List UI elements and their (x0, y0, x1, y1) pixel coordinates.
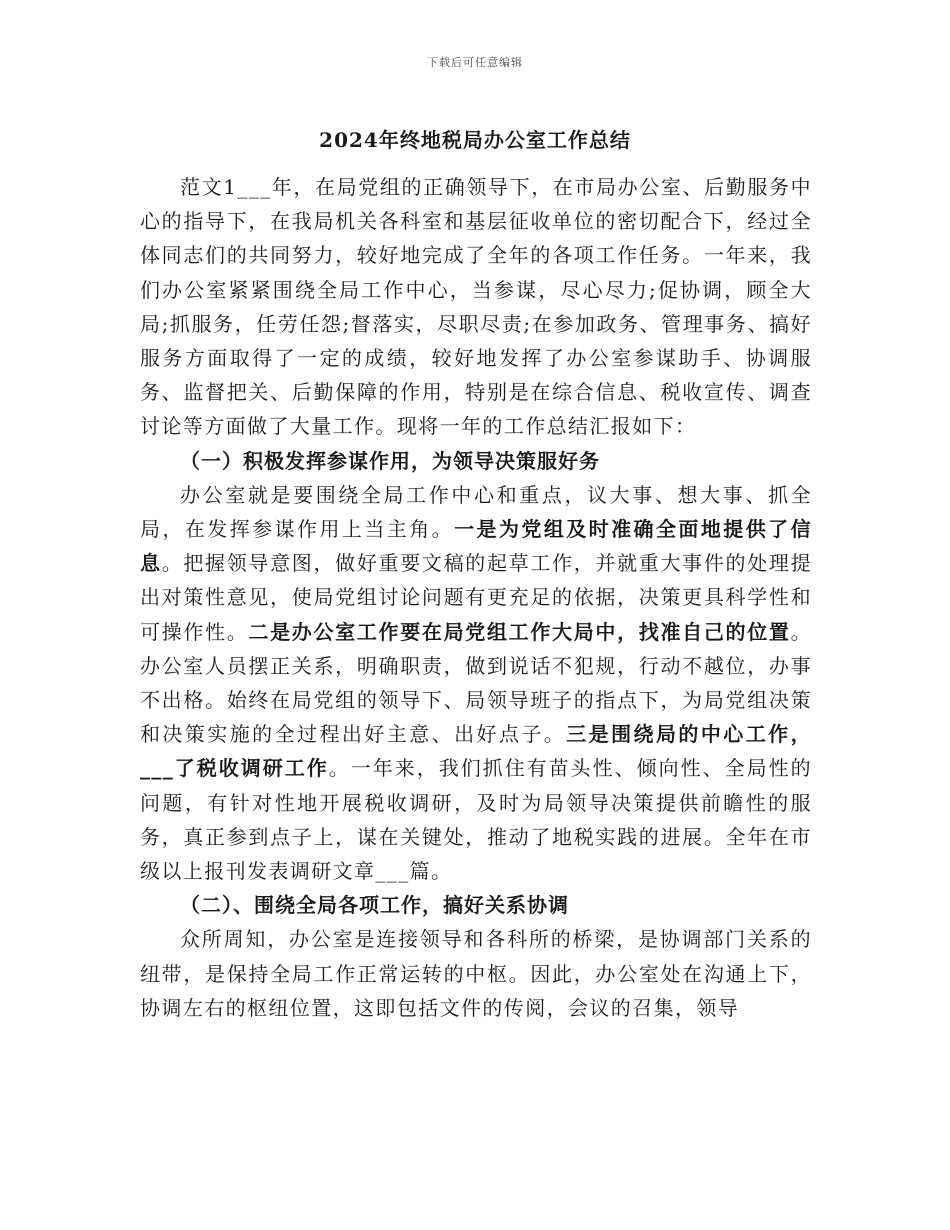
document-title: 2024年终地税局办公室工作总结 (319, 128, 631, 152)
section-1-text-b: 。把握领导意图，做好重要文稿的起草工作，并就重大事件的处理提出对策性意见，使局党组讨论问题有更充足的依据，决策更具科学性和可操作性。 (140, 551, 812, 644)
section-1-text-d: 。一年来，我们抓住有苗头性、倾向性、全局性的问题，有针对性地开展税收调研，及时为局领导决策提供前瞻性的服务，真正参到点子上，谋在关键处，推动了地税实践的进展。全年在市级以上报刊发表调研文章___篇。 (140, 756, 812, 884)
section-2-heading: （二）、围绕全局各项工作，搞好关系协调 (180, 893, 569, 918)
section-1-point-3: 三是围绕局的中心工作，___了税收调研工作 (140, 722, 812, 781)
section-1-point-2: 二是办公室工作要在局党组工作大局中，找准自己的位置 (248, 619, 791, 644)
section-1-paragraph (140, 478, 812, 888)
document-body (140, 170, 812, 1025)
section-1-text-c: 。办公室人员摆正关系，明确职责，做到说话不犯规，行动不越位，办事不出格。始终在局党组的领导下、局领导班子的指点下，为局党组决策和决策实施的全过程出好主意、出好点子。 (140, 619, 813, 747)
header-note: 下载后可任意编辑 (427, 56, 523, 69)
section-1-text-a: 办公室就是要围绕全局工作中心和重点，议大事、想大事、抓全局，在发挥参谋作用上当主角。 (140, 482, 812, 542)
section-1-point-1: 一是为党组及时准确全面地提供了信息 (140, 517, 812, 576)
intro-paragraph: 范文1___年，在局党组的正确领导下，在市局办公室、后勤服务中心的指导下，在我局机关各科室和基层征收单位的密切配合下，经过全体同志们的共同努力，较好地完成了全年的各项工作任务。一年来，我们办公室紧紧围绕全局工作中心，当参谋，尽心尽力;促协调，顾全大局;抓服务，任劳任怨;督落实，尽职尽责;在参加政务、管理事务、搞好服务方面取得了一定的成绩，较好地发挥了办公室参谋助手、协调服务、监督把关、后勤保障的作用，特别是在综合信息、税收宣传、调查讨论等方面做了大量工作。现将一年的工作总结汇报如下： (140, 175, 812, 439)
section-1-heading: （一）积极发挥参谋作用，为领导决策服好务 (180, 448, 600, 473)
section-2-paragraph: 众所周知，办公室是连接领导和各科所的桥梁，是协调部门关系的纽带，是保持全局工作正常运转的中枢。因此，办公室处在沟通上下，协调左右的枢纽位置，这即包括文件的传阅，会议的召集，领导 (140, 927, 812, 1020)
